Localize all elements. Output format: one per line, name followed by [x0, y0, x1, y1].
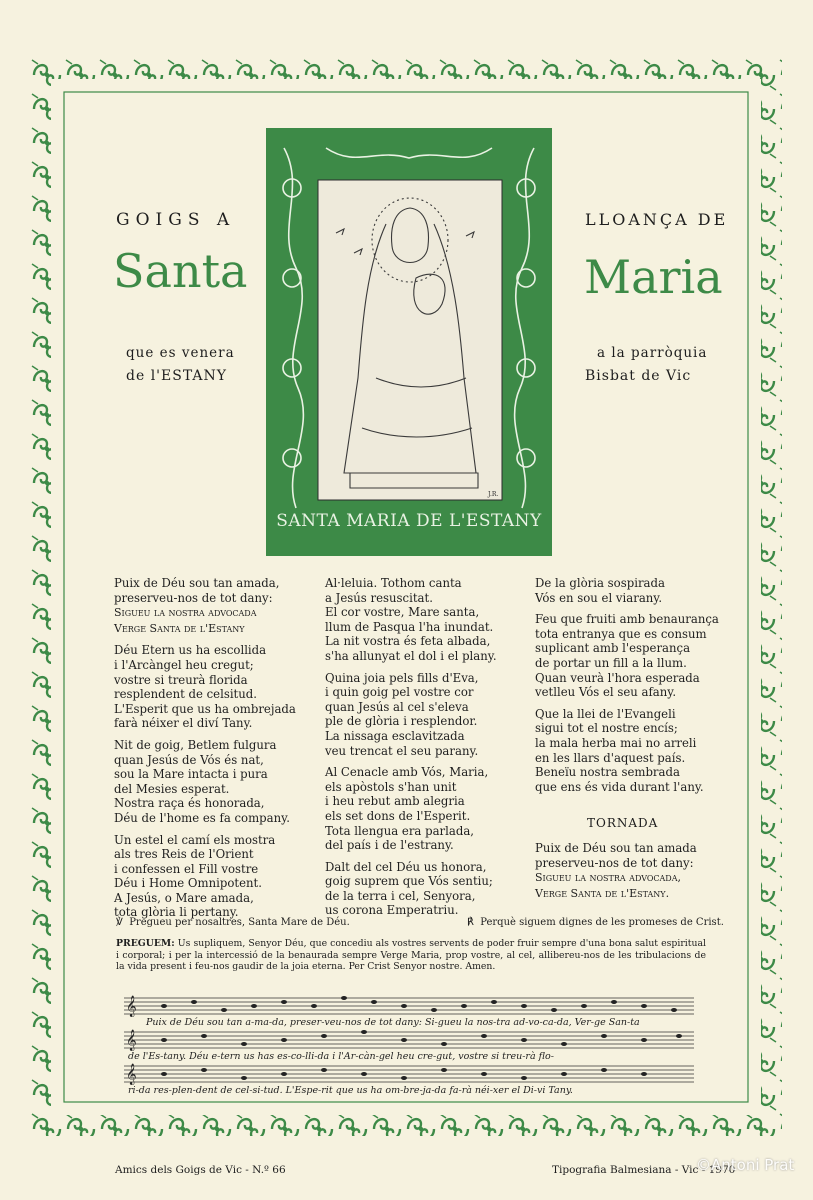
stanza-4: Un estel el camí els mostra als tres Reis de l'Orient i confessen el Fill vostre Déu i Home Omnipotent. A Jesús, o Mare amada, tota glòria li pertany.	[114, 832, 276, 920]
footer-publisher: Amics dels Goigs de Vic - N.º 66	[115, 1164, 286, 1176]
svg-text:𝄞: 𝄞	[126, 1064, 137, 1085]
stanza-10: Que la llei de l'Evangeli sigui tot el nostre encís; la mala herba mai no arreli en les llars d'aquest país. Beneïu nostra sembrada que ens és vida durant l'any.	[535, 706, 704, 794]
engraving-caption: SANTA MARIA DE L'ESTANY	[276, 511, 542, 531]
music-score	[124, 992, 694, 1098]
verses-column-1	[114, 576, 296, 927]
title-lloanca: LLOANÇA DE	[585, 210, 729, 229]
subtitle-venera: que es venera	[126, 345, 235, 361]
subtitle-bisbat: Bisbat de Vic	[585, 368, 692, 384]
subtitle-estany: de l'ESTANY	[126, 368, 228, 384]
stanza-9: Feu que fruiti amb benaurança tota entranya que es consum suplicant amb l'esperança de portar un fill a la llum. Quan veurà l'hora esperada vetlleu Vós el seu afany.	[535, 612, 719, 700]
music-lyrics-3: ri-da res-plen-dent de cel-si-tud. L'Espe-rit que us ha om-bre-ja-da fa-rà néi-xer el Di-vi Tany.	[128, 1085, 573, 1096]
title-goigs: GOIGS A	[116, 210, 236, 230]
stanza-8-end: De la glòria sospirada Vós en sou el viarany.	[535, 576, 665, 605]
tornada-stanza: Puix de Déu sou tan amada preserveu-nos de tot dany: Sigueu la nostra advocada, Verge Santa de l'Estany.	[535, 840, 697, 900]
stanza-3: Nit de goig, Betlem fulgura quan Jesús de Vós és nat, sou la Mare intacta i pura del Mesies esperat. Nostra raça és honorada, Déu de l'home es fa company.	[114, 737, 290, 825]
verses-column-2	[325, 576, 497, 925]
title-santa: Santa	[113, 244, 248, 298]
stanza-5: Al·leluia. Tothom canta a Jesús resuscitat. El cor vostre, Mare santa, llum de Pasqua l'ha inundat. La nit vostra és feta albada, s'ha allunyat el dol i el plany.	[325, 576, 497, 663]
svg-text:𝄞: 𝄞	[126, 996, 137, 1017]
watermark: ©Antoni Prat	[696, 1156, 795, 1174]
tornada-title: TORNADA	[587, 816, 659, 831]
stanza-1: Puix de Déu sou tan amada, preserveu-nos de tot dany: Sigueu la nostra advocada Verge Santa de l'Estany	[114, 576, 280, 635]
music-lyrics-2: de l'Es-tany. Déu e-tern us has es-co-lli-da i l'Ar-càn-gel heu cre-gut, vostre si treu-rà flo-	[128, 1051, 554, 1062]
subtitle-parroquia: a la parròquia	[597, 345, 708, 361]
stanza-8: Dalt del cel Déu us honora, goig suprem que Vós sentiu; de la terra i cel, Senyora, us corona Emperatriu.	[325, 859, 493, 918]
stanza-7: Al Cenacle amb Vós, Maria, els apòstols s'han unit i heu rebut amb alegria els set dons de l'Esperit. Tota llengua era parlada, del país i de l'estrany.	[325, 765, 489, 853]
verses-column-3	[535, 576, 719, 908]
footer-printer: Tipografia Balmesiana - Vic - 1970	[552, 1164, 736, 1176]
virgin-engraving	[266, 128, 552, 556]
title-maria: Maria	[584, 250, 723, 304]
prayer-text: PREGUEM: Us supliquem, Senyor Déu, que concediu als vostres servents de poder fruir sempre d'una bona salut espiritual i corporal; i per la intercessió de la benaurada sempre Verge Maria, prop vostre, al cel, allibereu-nos de les tribulacions de la vida present i feu-nos gaudir de la joia eterna. Per Crist Senyor nostre. Amen.	[116, 938, 706, 973]
engraving-signature: J.R.	[488, 491, 499, 498]
response: ℟ Perquè siguem dignes de les promeses de Crist.	[467, 917, 724, 928]
stanza-2: Déu Etern us ha escollida i l'Arcàngel heu cregut; vostre si treurà florida resplendent de celsitud. L'Esperit que us ha ombrejada farà néixer el diví Tany.	[114, 643, 296, 731]
svg-text:𝄞: 𝄞	[126, 1030, 137, 1051]
music-lyrics-1: Puix de Déu sou tan a-ma-da, preser-veu-nos de tot dany: Si-gueu la nos-tra ad-vo-ca-da, Ver-ge San-ta	[146, 1017, 640, 1028]
versicle: ℣ Pregueu per nosaltres, Santa Mare de Déu.	[116, 917, 350, 928]
stanza-6: Quina joia pels fills d'Eva, i quin goig pel vostre cor quan Jesús al cel s'eleva ple de glòria i resplendor. La nissaga esclavitzada veu trencat el seu parany.	[325, 670, 479, 758]
